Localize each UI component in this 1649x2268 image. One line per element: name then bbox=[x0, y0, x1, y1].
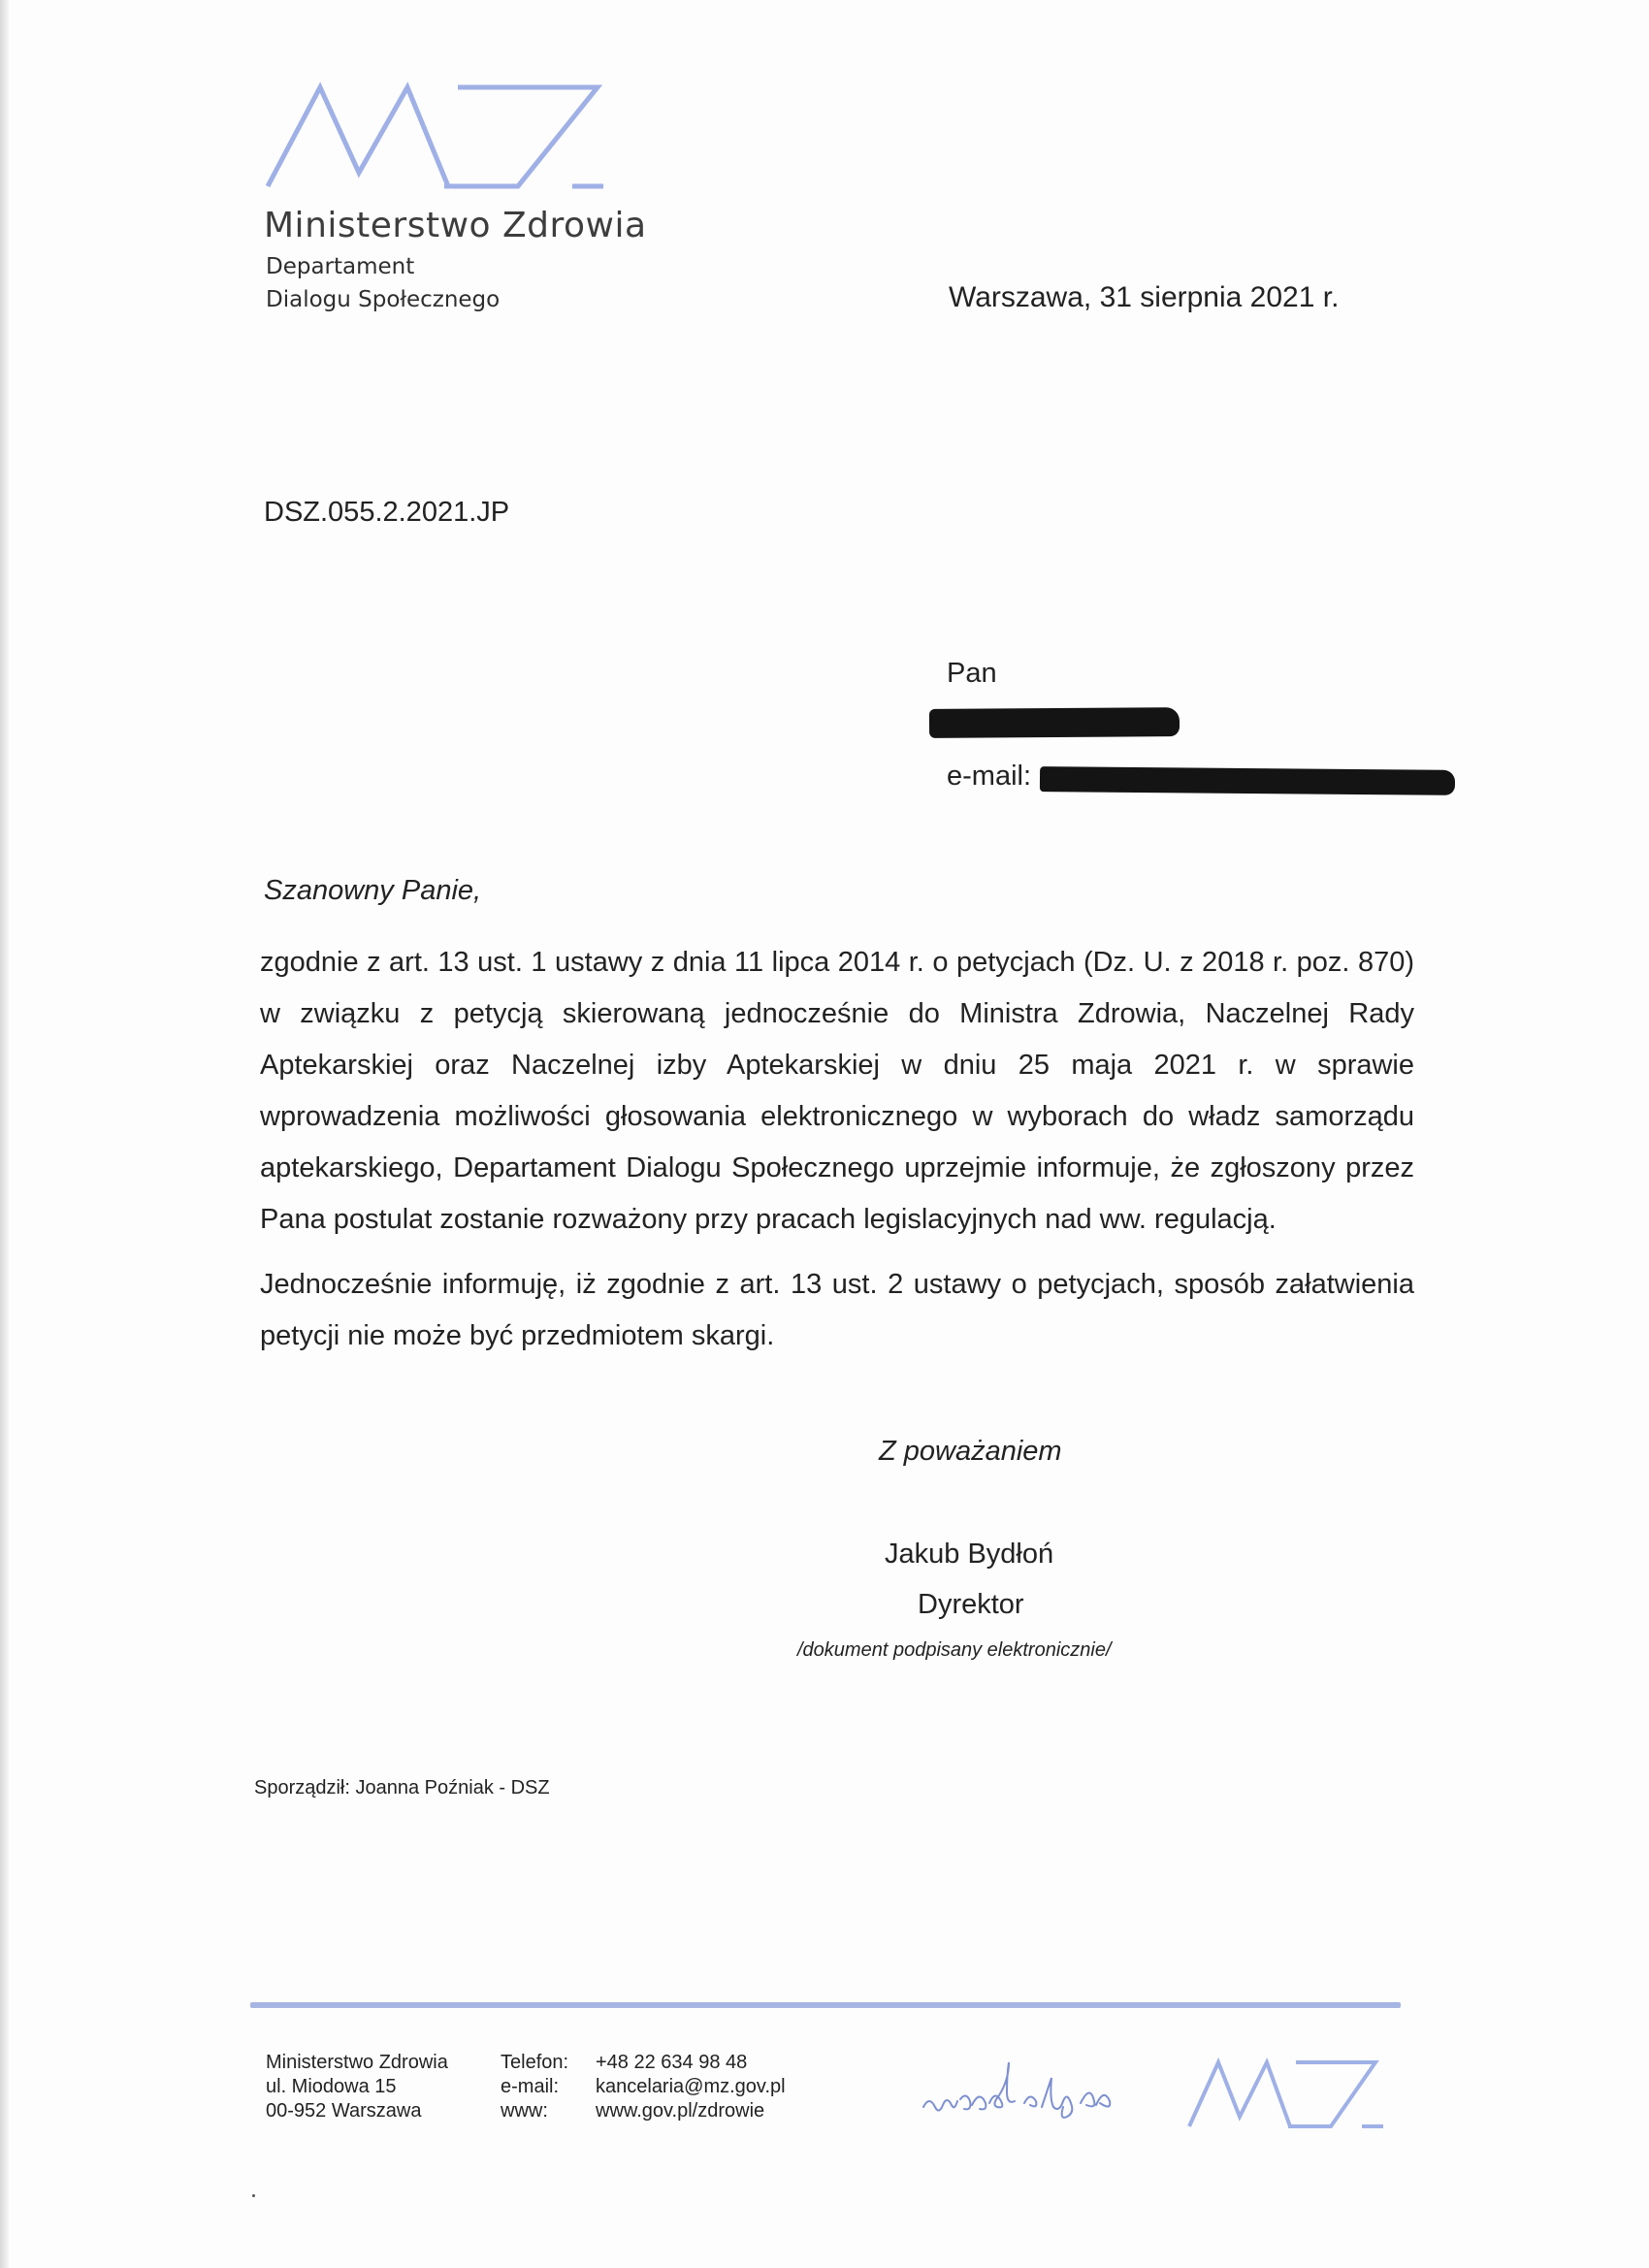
footer-email-label: e-mail: bbox=[501, 2076, 560, 2097]
signer-role: Dyrektor bbox=[918, 1589, 1024, 1620]
body-paragraph-1: zgodnie z art. 13 ust. 1 ustawy z dnia 11 lipca 2014 r. o petycjach (Dz. U. z 2018 r. poz. 870) w związku z petycją skierowaną jednocześnie do Ministra Zdrowia, Naczelnej Rady Aptekarskiej oraz Naczelnej izby Aptekarskiej w dniu 25 maja 2021 r. w sprawie wprowadzenia możliwości głosowania elektronicznego w wyborach do władz samorządu aptekarskiego, Departament Dialogu Społecznego uprzejmie informuje, że zgłoszony przez Pana postulat zostanie rozważony przy pracach legislacyjnych nad ww. regulacją. bbox=[260, 947, 1414, 1235]
body-paragraph-2: Jednocześnie informuję, iż zgodnie z art. 13 ust. 2 ustawy o petycjach, sposób załatwienia petycji nie może być przedmiotem skargi. bbox=[260, 1269, 1414, 1351]
scan-speck bbox=[252, 2194, 255, 2197]
redacted-recipient-name bbox=[929, 707, 1180, 738]
ministry-name: Ministerstwo Zdrowia bbox=[264, 206, 647, 245]
footer-website-link[interactable]: www.gov.pl/zdrowie bbox=[596, 2100, 765, 2122]
footer-divider bbox=[250, 2002, 1401, 2008]
footer-contact-labels bbox=[501, 2051, 568, 2123]
footer-address-line: ul. Miodowa 15 bbox=[266, 2076, 397, 2097]
recipient-title: Pan bbox=[947, 658, 997, 689]
prepared-by: Sporządził: Joanna Poźniak - DSZ bbox=[254, 1777, 550, 1798]
signer-name: Jakub Bydłoń bbox=[885, 1539, 1054, 1570]
department-line-2: Dialogu Społecznego bbox=[266, 287, 501, 312]
scan-edge-shadow bbox=[0, 0, 9, 2268]
mz-logo-small-icon bbox=[1185, 2057, 1389, 2130]
footer-address-line: 00-952 Warszawa bbox=[266, 2100, 422, 2122]
letter-date: Warszawa, 31 sierpnia 2021 r. bbox=[949, 281, 1340, 313]
footer-phone: +48 22 634 98 48 bbox=[596, 2052, 748, 2073]
recipient-email-row bbox=[947, 761, 1031, 799]
footer-phone-label: Telefon: bbox=[501, 2052, 569, 2073]
salutation: Szanowny Panie, bbox=[264, 875, 482, 906]
mz-logo-icon bbox=[264, 81, 613, 193]
department-line-1: Departament bbox=[266, 254, 415, 279]
footer-www-label: www: bbox=[501, 2100, 548, 2122]
electronic-signature-note: /dokument podpisany elektronicznie/ bbox=[797, 1639, 1112, 1661]
footer-address-line: Ministerstwo Zdrowia bbox=[266, 2052, 448, 2073]
footer-address bbox=[266, 2051, 448, 2123]
email-label: e-mail: bbox=[947, 761, 1032, 792]
niepodlegla-signature-icon bbox=[916, 2060, 1139, 2128]
footer-contact-values bbox=[596, 2051, 786, 2123]
reference-number: DSZ.055.2.2021.JP bbox=[264, 497, 510, 528]
redacted-recipient-email bbox=[1040, 766, 1455, 795]
closing-phrase: Z poważaniem bbox=[879, 1436, 1062, 1467]
footer-email-link[interactable]: kancelaria@mz.gov.pl bbox=[596, 2076, 786, 2097]
